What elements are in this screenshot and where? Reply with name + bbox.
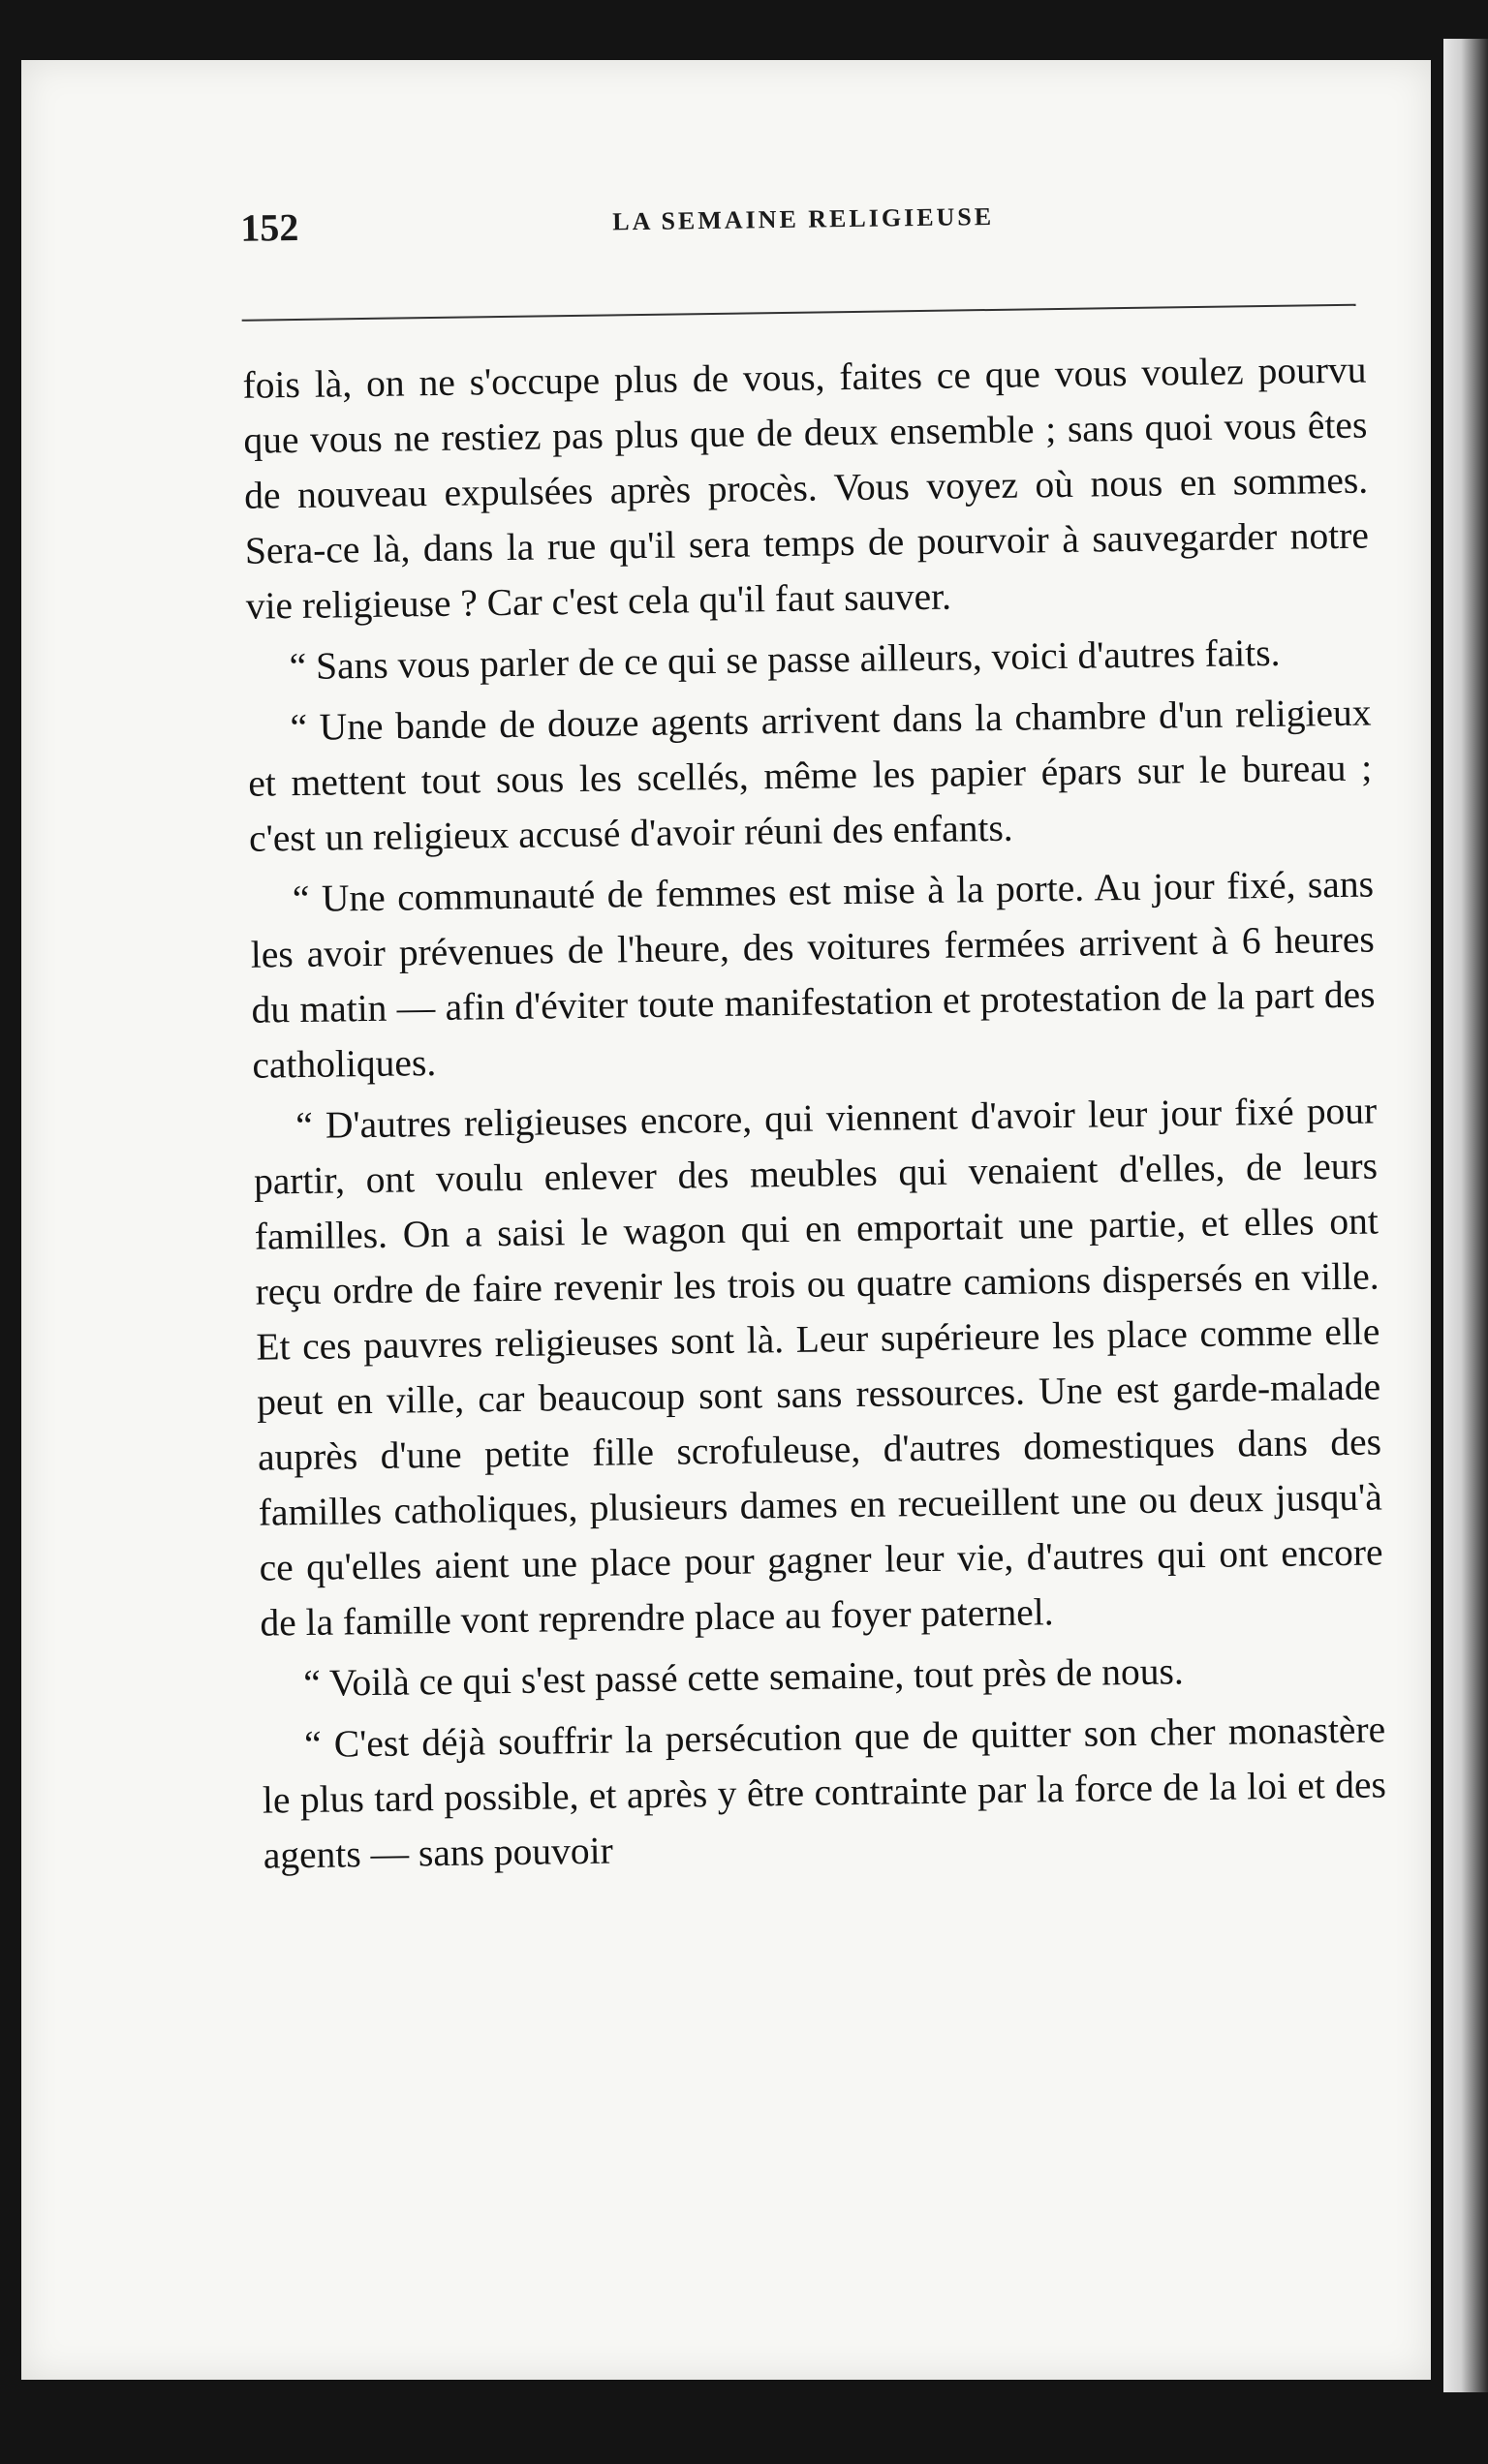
paragraph: “ Une communauté de femmes est mise à la porte. Au jour fixé, sans les avoir prévenues de l'heure, des voitures fermées arrivent à 6 heures du matin — afin d'éviter toute manifestation et protestation de la part des catholiques. [250,862,1376,1087]
paragraph: fois là, on ne s'occupe plus de vous, faites ce que vous voulez pourvu que vous ne restiez pas plus que de deux ensemble ; sans quoi vous êtes de nouveau expulsées après procès. Vous voyez où nous en sommes. Sera-ce là, dans la rue qu'il sera temps de pourvoir à sauvegarder notre vie religieuse ? Car c'est cela qu'il faut sauver. [242,348,1370,628]
adjacent-page-edge [1443,39,1488,2392]
paragraph: “ Sans vous parler de ce qui se passe ailleurs, voici d'autres faits. [289,631,1281,689]
body-text [227,343,1387,1884]
book-page [21,60,1431,2380]
header-rule [242,304,1356,322]
running-title: LA SEMAINE RELIGIEUSE [612,201,995,236]
paragraph: “ Une bande de douze agents arrivent dans la chambre d'un religieux et mettent tout sous les scellés, même les papier épars sur le bureau ; c'est un religieux accusé d'avoir réuni des enfants. [248,691,1373,860]
page-content [225,189,1401,1889]
page-number: 152 [240,204,299,250]
running-header [225,189,1379,273]
paragraph: “ D'autres religieuses encore, qui viennent d'avoir leur jour fixé pour partir, ont voulu enlever des meubles qui venaient d'elles, de leurs familles. On a saisi le wagon qui en emportait une partie, et elles ont reçu ordre de faire revenir les trois ou quatre camions dispersés en ville. Et ces pauvres religieuses sont là. Leur supérieure les place comme elle peut en ville, car beaucoup sont sans ressources. Une est garde-malade auprès d'une petite fille scrofuleuse, d'autres domestiques dans des familles catholiques, plusieurs dames en recueillent une ou deux jusqu'à ce qu'elles aient une place pour gagner leur vie, d'autres qui ont encore de la famille vont reprendre place au foyer paternel. [253,1089,1383,1645]
paragraph: “ Voilà ce qui s'est passé cette semaine, tout près de nous. [303,1649,1184,1706]
paragraph: “ C'est déjà souffrir la persécution que de quitter son cher monastère le plus tard possible, et après y être contrainte par la force de la loi et des agents — sans pouvoir [262,1708,1387,1877]
